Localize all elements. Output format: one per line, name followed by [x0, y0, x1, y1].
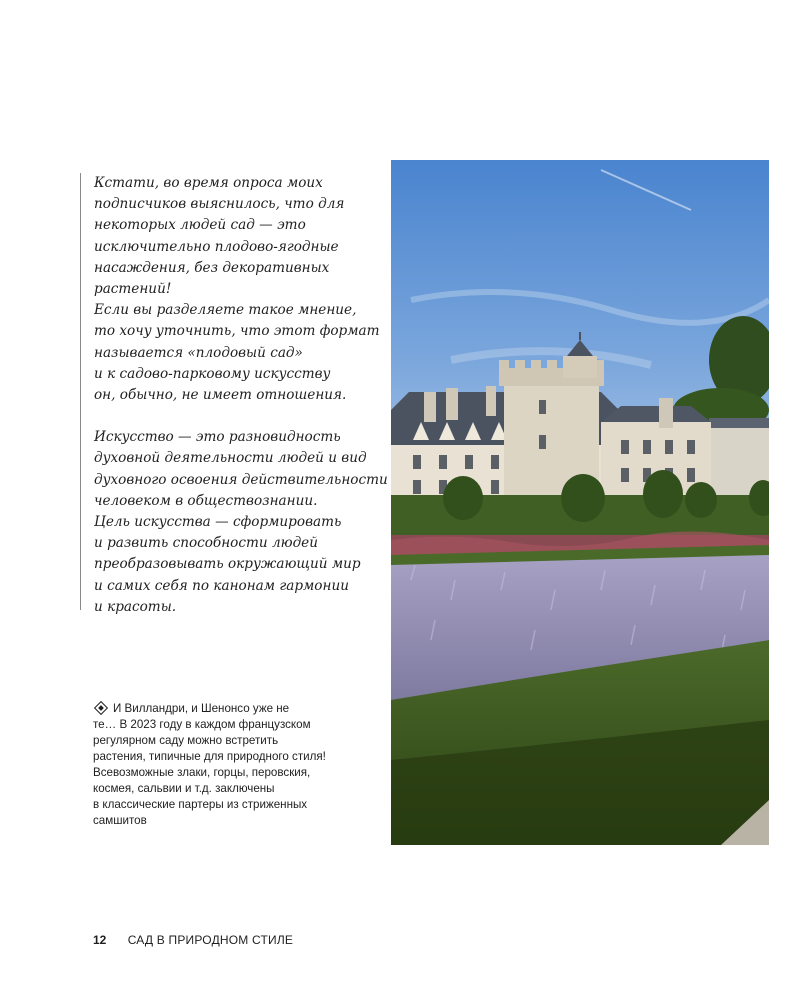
- photo-illustration: [391, 160, 769, 845]
- caption-line: космея, сальвии и т.д. заключены: [93, 782, 275, 795]
- quote-line: он, обычно, не имеет отношения.: [94, 387, 347, 404]
- quote-line: подписчиков выяснилось, что для: [94, 196, 345, 213]
- quote-line: некоторых людей сад — это: [94, 217, 306, 234]
- quote-line: и красоты.: [94, 598, 177, 615]
- running-title: САД В ПРИРОДНОМ СТИЛЕ: [127, 933, 294, 947]
- diamond-bullet-icon: [94, 701, 108, 715]
- quote-line: насаждения, без декоративных: [94, 259, 330, 276]
- quote-line: преобразовывать окружающий мир: [94, 556, 361, 573]
- caption-line: самшитов: [93, 814, 147, 827]
- quote-line: то хочу уточнить, что этот формат: [94, 323, 380, 340]
- quote-text: [94, 173, 388, 618]
- quote-line: растений!: [94, 281, 172, 298]
- paragraph-gap: [94, 406, 384, 427]
- quote-line: называется «плодовый сад»: [94, 344, 303, 361]
- quote-line: исключительно плодово-ягодные: [94, 238, 339, 255]
- caption-line: те… В 2023 году в каждом французском: [93, 718, 311, 731]
- page-number: 12: [93, 933, 107, 947]
- quote-line: и самих себя по канонам гармонии: [94, 577, 349, 594]
- caption-line: растения, типичные для природного стиля!: [93, 750, 326, 763]
- caption-line: регулярном саду можно встретить: [93, 734, 279, 747]
- quote-line: Кстати, во время опроса моих: [94, 175, 323, 191]
- caption-line: [93, 701, 373, 717]
- quote-line: Цель искусства — сформировать: [94, 514, 342, 531]
- quote-line: человеком в обществознании.: [94, 492, 318, 509]
- quote-line: духовной деятельности людей и вид: [94, 450, 367, 467]
- quote-line: Искусство — это разновидность: [94, 429, 341, 446]
- quote-line: духовного освоения действительности: [94, 471, 388, 488]
- quote-line: и развить способности людей: [94, 535, 318, 552]
- caption-line-text: И Вилландри, и Шенонсо уже не: [113, 702, 290, 715]
- caption-line: в классические партеры из стриженных: [93, 798, 308, 811]
- page-footer: [93, 933, 293, 947]
- caption-line: Всевозможные злаки, горцы, перовския,: [93, 766, 311, 779]
- photo-caption: [93, 701, 373, 829]
- chateau-garden-photo: [391, 160, 769, 845]
- quote-block: [80, 173, 388, 615]
- quote-line: Если вы разделяете такое мнение,: [94, 302, 357, 319]
- quote-line: и к садово-парковому искусству: [94, 365, 331, 382]
